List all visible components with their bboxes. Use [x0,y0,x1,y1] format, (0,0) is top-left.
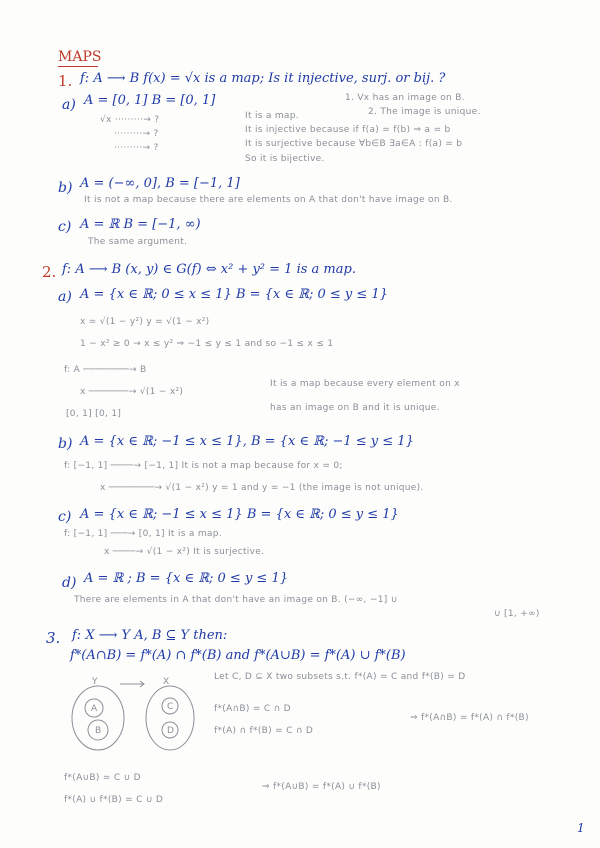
diagram-label-y: Y [92,677,98,687]
set-x-ellipse [146,686,194,750]
q1-b-sets: A = (−∞, 0], B = [−1, 1] [80,176,240,191]
q1-a-line-1: It is a map. [245,111,299,121]
q3-line-2: f*(A∩B) = C ∩ D [214,704,291,714]
q2-d-label: d) [62,575,77,591]
q3-line-3-result: ⇒ f*(A∩B) = f*(A) ∩ f*(B) [410,713,529,723]
title-underline [58,66,98,67]
q3-line-3: f*(A) ∩ f*(B) = C ∩ D [214,726,314,736]
diagram-label-b: B [95,726,102,736]
q1-a-sets: A = [0, 1] B = [0, 1] [84,93,216,108]
q2-number: 2. [42,263,57,281]
q2-header: f: A ⟶ B (x, y) ∈ G(f) ⇔ x² + y² = 1 is a map. [62,262,356,277]
q2-c-line-1: f: [−1, 1] ───→ [0, 1] It is a map. [64,529,222,539]
q1-a-line-3: It is surjective because ∀b∈B ∃a∈A : f(a) = b [245,139,463,149]
q1-a-line-2: It is injective because if f(a) = f(b) ⇒ a = b [245,125,451,135]
page-title: MAPS [58,49,102,65]
q1-a-map-2: ·········→ ? [114,129,159,139]
q1-b-label: b) [58,180,73,196]
q2-a-sets: A = {x ∈ ℝ; 0 ≤ x ≤ 1} B = {x ∈ ℝ; 0 ≤ y ≤ 1} [80,287,388,302]
q2-a-line-5: [0, 1] [0, 1] [66,409,122,419]
q1-c-label: c) [58,219,72,235]
q2-b-label: b) [58,436,73,452]
diagram-label-d: D [167,726,175,736]
page-number: 1 [577,821,585,835]
q2-a-line-4: x ───────→ √(1 − x²) [80,387,184,397]
q1-note-2: 2. The image is unique. [368,107,481,117]
q3-line-4: f*(A∪B) = C ∪ D [64,773,141,783]
q1-a-map-1: √x ·········→ ? [100,115,160,125]
diagram-label-x: X [163,677,170,687]
q2-d-sets: A = ℝ ; B = {x ∈ ℝ; 0 ≤ y ≤ 1} [84,571,288,586]
q1-number: 1. [58,72,73,90]
q1-c-text: The same argument. [88,237,188,247]
q1-a-map-3: ·········→ ? [114,143,159,153]
q3-number: 3. [46,629,61,647]
q1-a-label: a) [62,97,76,113]
q1-b-text: It is not a map because there are elements on A that don't have image on B. [84,195,453,205]
q3-line-5: f*(A) ∪ f*(B) = C ∪ D [64,795,164,805]
q2-b-sets: A = {x ∈ ℝ; −1 ≤ x ≤ 1}, B = {x ∈ ℝ; −1 ≤ y ≤ 1} [80,434,414,449]
q2-a-line-6: It is a map because every element on x [270,379,460,389]
diagram-label-c: C [167,702,174,712]
diagram-label-a: A [91,704,98,714]
q2-a-line-7: has an image on B and it is unique. [270,403,440,413]
q1-header: f: A ⟶ B f(x) = √x is a map; Is it injective, surj. or bij. ? [80,71,446,86]
q2-d-line-1: There are elements in A that don't have an image on B. (−∞, −1] ∪ [74,595,398,605]
q2-a-label: a) [58,289,72,305]
q2-d-line-2: ∪ [1, +∞) [494,609,540,619]
q3-claim: f*(A∩B) = f*(A) ∩ f*(B) and f*(A∪B) = f*(A) ∪ f*(B) [70,648,406,663]
q1-a-line-4: So it is bijective. [245,154,325,164]
q2-b-line-2: x ────────→ √(1 − x²) y = 1 and y = −1 (the image is not unique). [100,483,424,493]
q2-b-line-1: f: [−1, 1] ────→ [−1, 1] It is not a map because for x = 0; [64,461,343,471]
q2-a-line-1: x = √(1 − y²) y = √(1 − x²) [80,317,210,327]
q2-a-line-3: f: A ────────→ B [64,365,147,375]
q3-header: f: X ⟶ Y A, B ⊆ Y then: [72,628,228,643]
q2-c-sets: A = {x ∈ ℝ; −1 ≤ x ≤ 1} B = {x ∈ ℝ; 0 ≤ y ≤ 1} [80,507,399,522]
q2-a-line-2: 1 − x² ≥ 0 → x ≤ y² ⇒ −1 ≤ y ≤ 1 and so −1 ≤ x ≤ 1 [80,339,334,349]
q3-line-1: Let C, D ⊆ X two subsets s.t. f*(A) = C and f*(B) = D [214,672,466,682]
q2-c-line-2: x ────→ √(1 − x²) It is surjective. [104,547,265,557]
venn-diagram [60,668,210,752]
q1-c-sets: A = ℝ B = [−1, ∞) [80,217,201,232]
q3-line-5-result: ⇒ f*(A∪B) = f*(A) ∪ f*(B) [262,782,381,792]
q1-note-1: 1. Vx has an image on B. [345,93,465,103]
q2-c-label: c) [58,509,72,525]
